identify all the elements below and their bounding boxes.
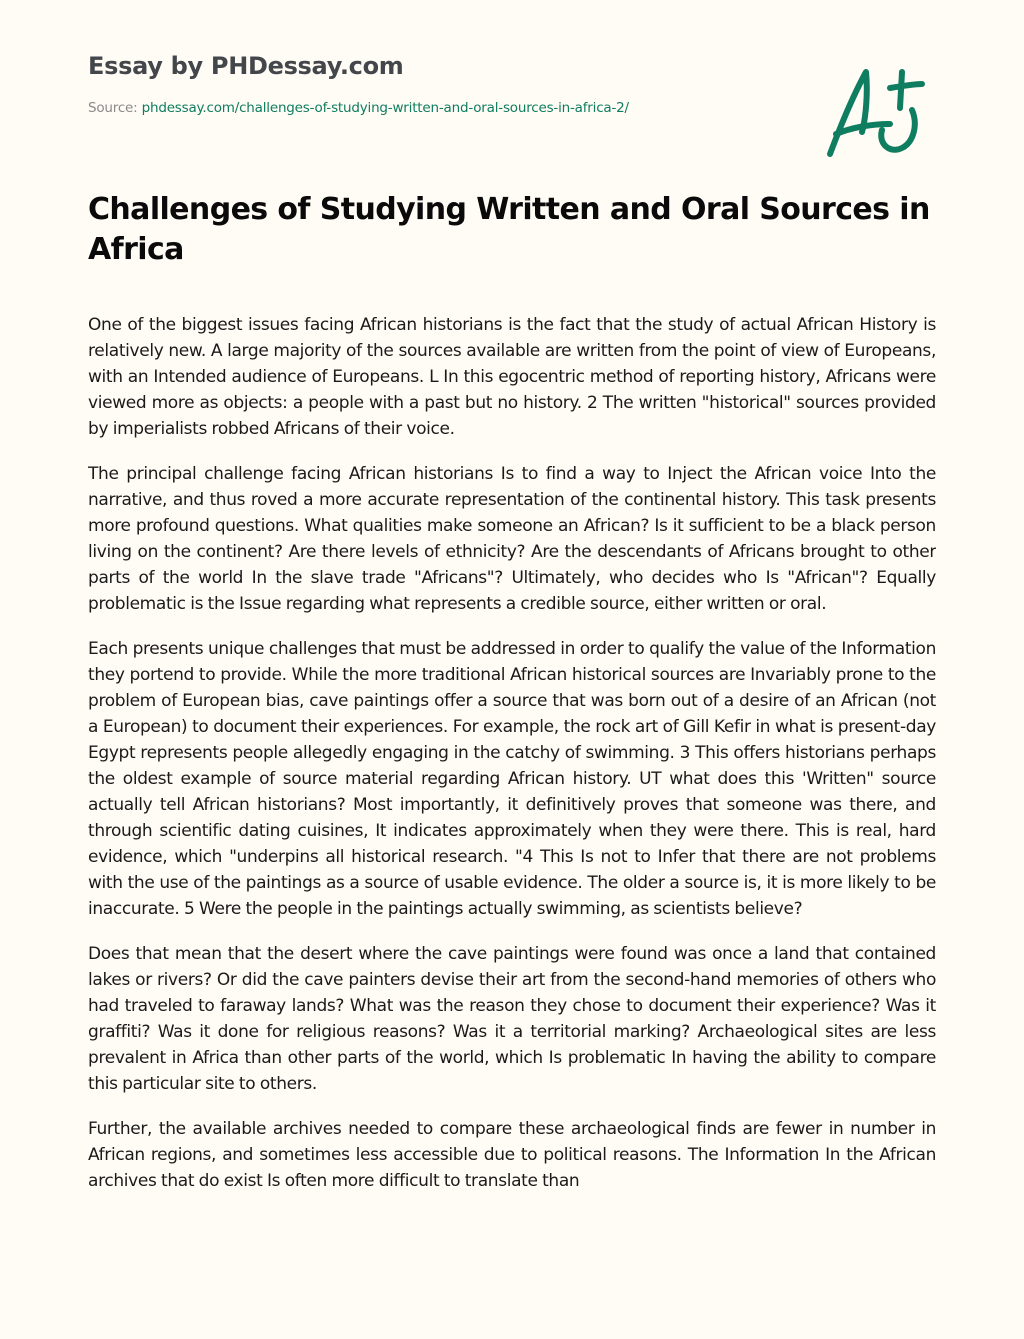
paragraph: Further, the available archives needed to compare these archaeological finds are fewer in number in African regions, and sometimes less accessible due to political reasons. The Information In the African archives that do exist Is often more difficult to translate than: [88, 1119, 936, 1191]
page-header: [88, 50, 788, 118]
source-link[interactable]: phdessay.com/challenges-of-studying-written-and-oral-sources-in-africa-2/: [141, 100, 629, 116]
source-label: Source:: [88, 100, 142, 116]
article-title: Challenges of Studying Written and Oral Sources in Africa: [88, 192, 930, 267]
paragraph: Does that mean that the desert where the cave paintings were found was once a land that contained lakes or rivers? Or did the cave painters devise their art from the second-hand memories of others who had traveled to faraway lands? What was the reason they chose to document their experience? Was it graffiti? Was it done for religious reasons? Was it a territorial marking? Archaeological sites are less prevalent in Africa than other parts of the world, which Is problematic In having the ability to compare this particular site to others.: [88, 944, 936, 1094]
source-line: [88, 98, 788, 118]
paragraph: The principal challenge facing African historians Is to find a way to Inject the African voice Into the narrative, and thus roved a more accurate representation of the continental history. This task presents more profound questions. What qualities make someone an African? Is it sufficient to be a black person living on the continent? Are there levels of ethnicity? Are the descendants of Africans brought to other parts of the world In the slave trade "Africans"? Ultimately, who decides who Is "African"? Equally problematic is the Issue regarding what represents a credible source, either written or oral.: [88, 464, 936, 614]
paragraph: One of the biggest issues facing African historians is the fact that the study of actual African History is relatively new. A large majority of the sources available are written from the point of view of Europeans, with an Intended audience of Europeans. L In this egocentric method of reporting history, Africans were viewed more as objects: a people with a past but no history. 2 The written "historical" sources provided by imperialists robbed Africans of their voice.: [88, 315, 936, 439]
paragraph: Each presents unique challenges that must be addressed in order to qualify the value of the Information they portend to provide. While the more traditional African historical sources are Invariably prone to the problem of European bias, cave paintings offer a source that was born out of a desire of an African (not a European) to document their experiences. For example, the rock art of Gill Kefir in what is present-day Egypt represents people allegedly engaging in the catchy of swimming. 3 This offers historians perhaps the oldest example of source material regarding African history. UT what does this 'Written" source actually tell African historians? Most importantly, it definitively proves that someone was there, and through scientific dating cuisines, It indicates approximately when they were there. This is real, hard evidence, which "underpins all historical research. "4 This Is not to Infer that there are not problems with the use of the paintings as a source of usable evidence. The older a source is, it is more likely to be inaccurate. 5 Were the people in the paintings actually swimming, as scientists believe?: [88, 639, 936, 919]
a-plus-grade-icon: [820, 62, 930, 162]
site-title: Essay by PHDessay.com: [88, 52, 404, 80]
article-body: [88, 312, 936, 1339]
